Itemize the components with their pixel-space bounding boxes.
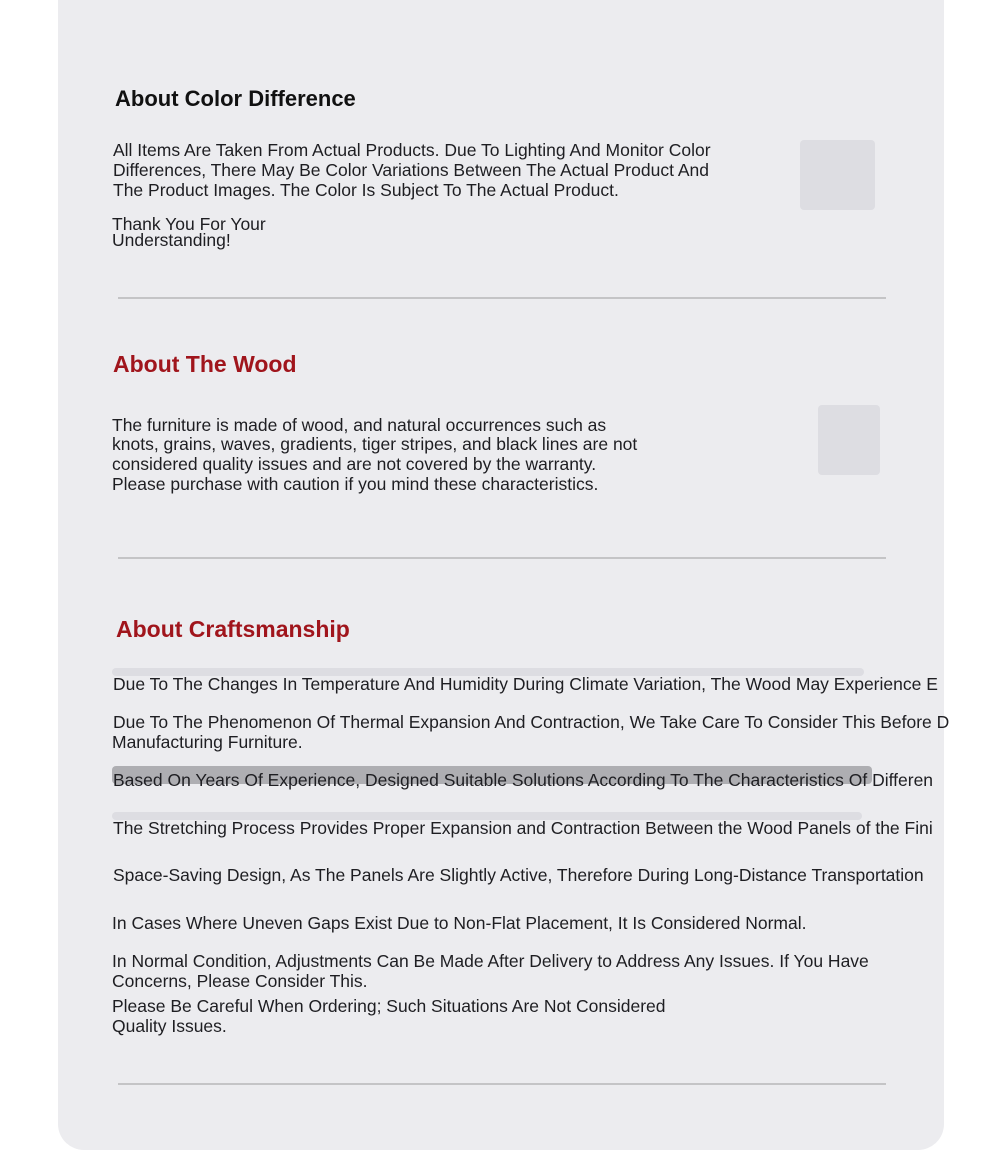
craftsmanship-line: Concerns, Please Consider This.	[112, 971, 368, 991]
craftsmanship-line: Based On Years Of Experience, Designed Suitable Solutions According To The Characteristics Of Differen	[113, 770, 934, 790]
thanks-line: Thank You For Your	[112, 214, 266, 234]
wood-line: The furniture is made of wood, and natural occurrences such as	[112, 415, 607, 435]
craftsmanship-line: Due To The Phenomenon Of Thermal Expansion And Contraction, We Take Care To Consider This Before D	[113, 712, 950, 732]
wood-line: considered quality issues and are not covered by the warranty.	[112, 454, 597, 474]
color-difference-line: The Product Images. The Color Is Subject To The Actual Product.	[113, 180, 619, 200]
thanks-line: Understanding!	[112, 230, 231, 250]
color-difference-line: All Items Are Taken From Actual Products. Due To Lighting And Monitor Color	[113, 140, 711, 160]
craftsmanship-line: In Cases Where Uneven Gaps Exist Due to Non-Flat Placement, It Is Considered Normal.	[112, 913, 807, 933]
craftsmanship-line: In Normal Condition, Adjustments Can Be Made After Delivery to Address Any Issues. If You Have	[112, 951, 869, 971]
craftsmanship-line: Quality Issues.	[112, 1016, 227, 1036]
section-divider	[118, 297, 886, 299]
craftsmanship-line: Please Be Careful When Ordering; Such Situations Are Not Considered	[112, 996, 666, 1016]
color-difference-line: Differences, There May Be Color Variations Between The Actual Product And	[113, 160, 709, 180]
section-heading-color-difference: About Color Difference	[115, 86, 356, 111]
section-heading-craftsmanship: About Craftsmanship	[116, 616, 350, 642]
background-artifact	[800, 140, 875, 210]
section-heading-wood: About The Wood	[113, 351, 297, 377]
wood-line: knots, grains, waves, gradients, tiger stripes, and black lines are not	[112, 434, 638, 454]
craftsmanship-line: Due To The Changes In Temperature And Humidity During Climate Variation, The Wood May Experience E	[113, 674, 938, 694]
background-artifact	[818, 405, 880, 475]
craftsmanship-line: Space-Saving Design, As The Panels Are Slightly Active, Therefore During Long-Distance Transportation	[113, 865, 924, 885]
craftsmanship-line: The Stretching Process Provides Proper Expansion and Contraction Between the Wood Panels of the Fini	[113, 818, 933, 838]
section-divider	[118, 557, 886, 559]
wood-line: Please purchase with caution if you mind these characteristics.	[112, 474, 599, 494]
section-divider	[118, 1083, 886, 1085]
craftsmanship-line: Manufacturing Furniture.	[112, 732, 303, 752]
